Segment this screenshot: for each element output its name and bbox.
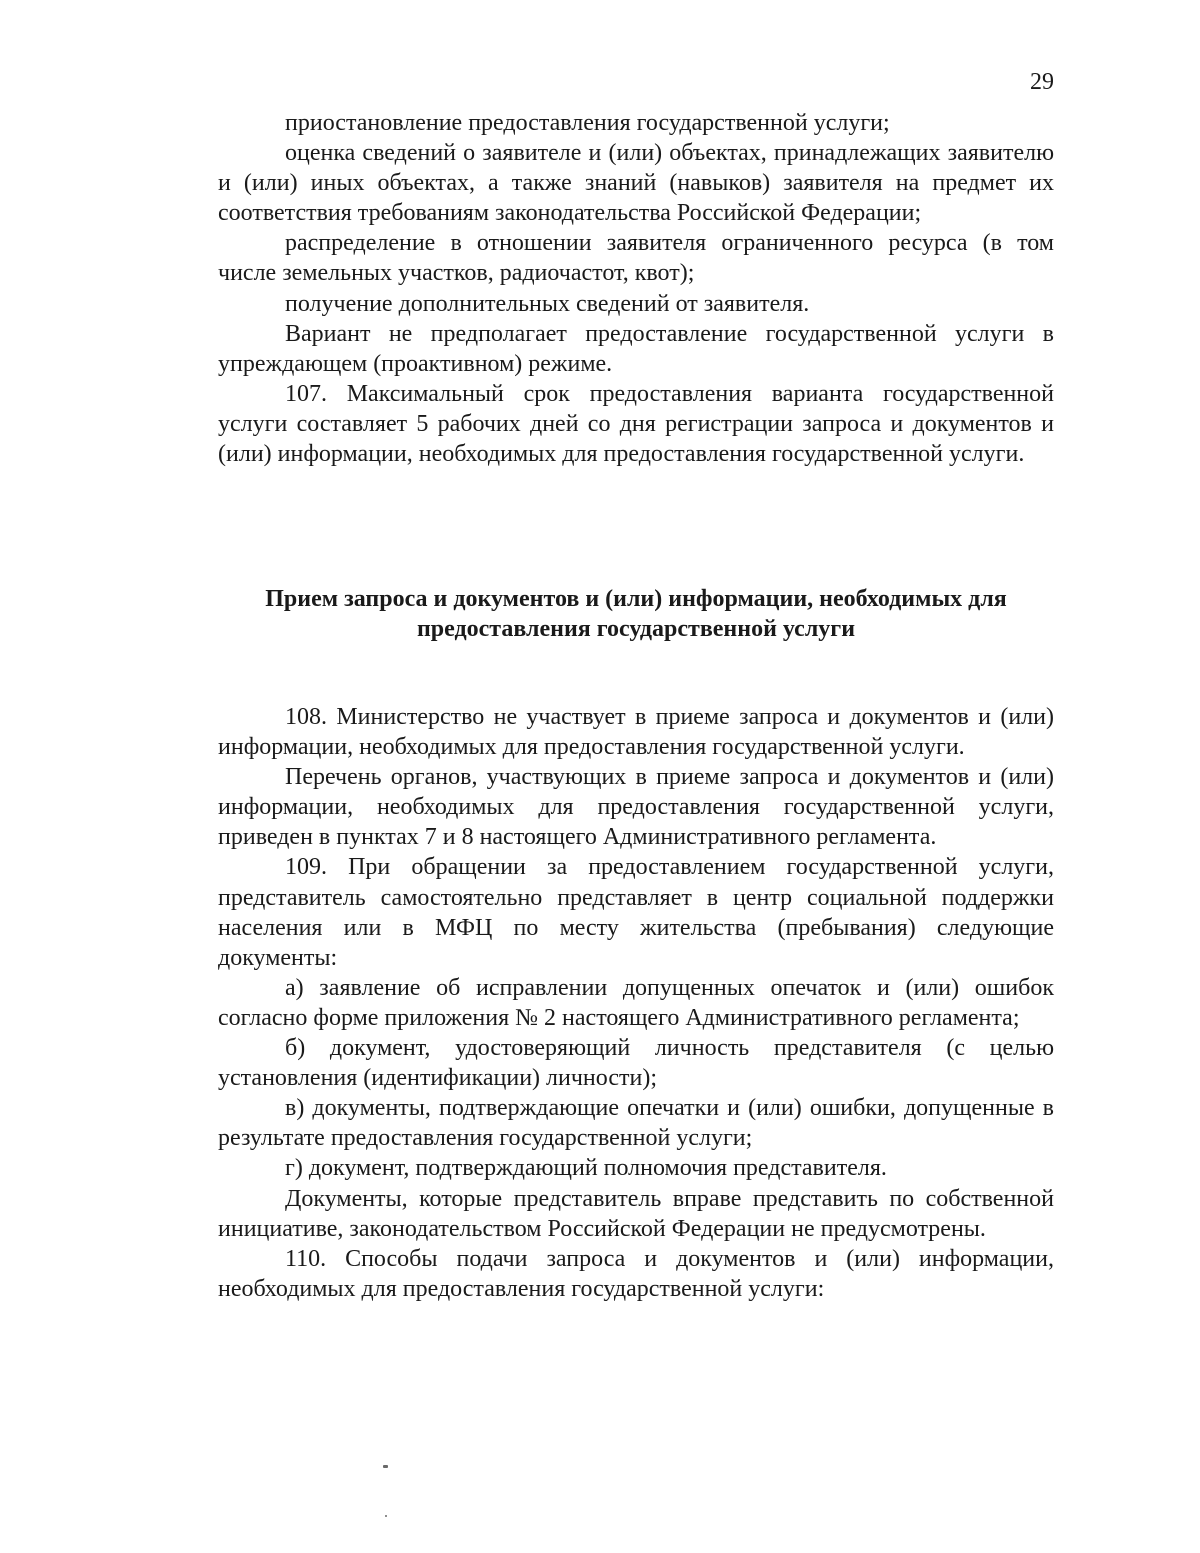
paragraph-suspension: приостановление предоставления государственной услуги; — [285, 110, 890, 136]
paragraph-107-max-term: 107. Максимальный срок предоставления варианта государственной услуги составляет 5 рабочих дней со дня регистрации запроса и документов и (или) информации, необходимых для предоставления государственной услуги. — [218, 380, 1054, 468]
paragraph-own-initiative: Документы, которые представитель вправе представить по собственной инициативе, законодательством Российской Федерации не предусмотрены. — [218, 1185, 1054, 1242]
section-heading-line-2: предоставления государственной услуги — [416, 616, 856, 642]
paragraph-110: 110. Способы подачи запроса и документов и (или) информации, необходимых для предоставления государственной услуги: — [218, 1245, 1054, 1302]
list-item-g: г) документ, подтверждающий полномочия представителя. — [285, 1155, 887, 1182]
section-heading — [218, 584, 1054, 644]
list-item-a: а) заявление об исправлении допущенных опечаток и (или) ошибок согласно форме приложения № 2 настоящего Административного регламента; — [218, 974, 1054, 1031]
body-text-top — [218, 108, 1054, 469]
paragraph-assessment: оценка сведений о заявителе и (или) объектах, принадлежащих заявителю и (или) иных объектах, а также знаний (навыков) заявителя на предмет их соответствия требованиям законодательства Российской Федерации; — [218, 140, 1054, 227]
paragraph-proactive-mode: Вариант не предполагает предоставление государственной услуги в упреждающем (проактивном) режиме. — [218, 320, 1054, 377]
body-text-bottom — [218, 702, 1054, 1304]
scan-speck — [383, 1465, 388, 1468]
paragraph-bodies-list: Перечень органов, участвующих в приеме запроса и документов и (или) информации, необходимых для предоставления государственной услуги, приведен в пунктах 7 и 8 настоящего Административного регламента. — [218, 764, 1054, 851]
paragraph-additional-info: получение дополнительных сведений от заявителя. — [285, 290, 810, 317]
list-item-v: в) документы, подтверждающие опечатки и (или) ошибки, допущенные в результате предоставления государственной услуги; — [218, 1095, 1054, 1152]
scan-speck — [385, 1515, 387, 1517]
paragraph-resource-distribution: распределение в отношении заявителя ограниченного ресурса (в том числе земельных участков, радиочастот, квот); — [218, 230, 1054, 287]
page-number: 29 — [1030, 69, 1054, 95]
section-heading-line-1: Прием запроса и документов и (или) информации, необходимых для — [265, 586, 1007, 612]
paragraph-109: 109. При обращении за предоставлением государственной услуги, представитель самостоятельно представляет в центр социальной поддержки населения или в МФЦ по месту жительства (пребывания) следующие документы: — [218, 854, 1054, 971]
list-item-b: б) документ, удостоверяющий личность представителя (с целью установления (идентификации) личности); — [218, 1035, 1054, 1092]
paragraph-108: 108. Министерство не участвует в приеме запроса и документов и (или) информации, необходимых для предоставления государственной услуги. — [218, 704, 1054, 761]
